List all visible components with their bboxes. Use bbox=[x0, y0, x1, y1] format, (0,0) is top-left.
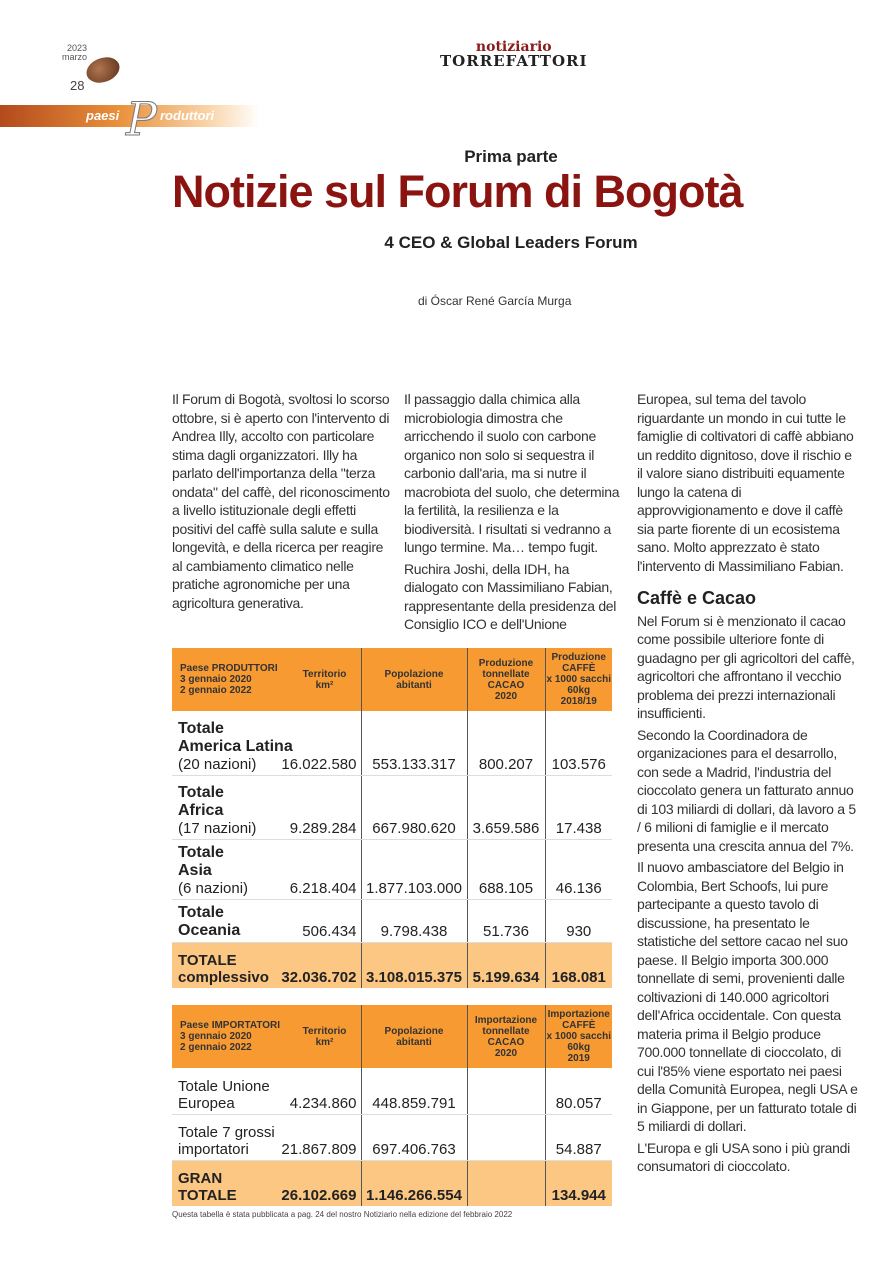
column-header-country: Paese PRODUTTORI 3 gennaio 2020 2 gennaio 2022 bbox=[180, 663, 278, 696]
table-cell: 800.207 bbox=[467, 711, 545, 775]
total-cell bbox=[467, 1160, 545, 1206]
header-group bbox=[180, 1020, 360, 1053]
table-cell: 553.133.317 bbox=[361, 711, 467, 775]
territory-value: 9.289.284 bbox=[289, 819, 357, 837]
column-2 bbox=[404, 390, 626, 637]
row-label-cell bbox=[172, 711, 361, 775]
territory-value: 4.234.860 bbox=[289, 1094, 357, 1112]
producers-table bbox=[172, 648, 612, 988]
byline: di Óscar René García Murga bbox=[418, 294, 572, 308]
column-header: Popolazione abitanti bbox=[361, 1005, 467, 1068]
table-row bbox=[172, 1068, 612, 1114]
nation-count: (6 nazioni) bbox=[178, 879, 249, 897]
nation-count: (20 nazioni) bbox=[178, 755, 257, 773]
total-cell: 1.146.266.554 bbox=[361, 1160, 467, 1206]
year: 2023 bbox=[66, 43, 88, 53]
paragraph: Europea, sul tema del tavolo riguardante un mondo in cui tutte le famiglie di coltivatori di caffè abbiano un reddito dignitoso, dove il rischio e il valore siano distribuiti equamente lungo la catena di approvvigionamento e dove il caffè sia parte fiorente di un ecosistema sano. Molto apprezzato è stato l'intervento di Massimiliano Fabian. bbox=[637, 391, 854, 574]
table-cell: 103.576 bbox=[545, 711, 612, 775]
total-cell: 5.199.634 bbox=[467, 942, 545, 988]
table-cell: 3.659.586 bbox=[467, 775, 545, 839]
table-row bbox=[172, 775, 612, 839]
logo-bottom: TORREFATTORI bbox=[440, 52, 588, 70]
territory-value: 21.867.809 bbox=[281, 1140, 357, 1158]
column-3 bbox=[637, 390, 859, 1179]
page-title: Notizie sul Forum di Bogotà bbox=[172, 166, 743, 217]
header-group bbox=[180, 663, 360, 696]
region-name: Totale Oceania bbox=[178, 903, 241, 939]
table-cell: 697.406.763 bbox=[361, 1114, 467, 1160]
table-cell bbox=[467, 1114, 545, 1160]
kicker: Prima parte bbox=[464, 147, 558, 166]
column-header bbox=[172, 648, 361, 711]
table-cell: 930 bbox=[545, 899, 612, 942]
column-1 bbox=[172, 390, 390, 615]
paragraph: L'Europa e gli USA sono i più grandi consumatori di cioccolato. bbox=[637, 1139, 850, 1174]
table-cell: 46.136 bbox=[545, 839, 612, 899]
section-label-a: paesi bbox=[86, 108, 120, 123]
paragraph: Nel Forum si è menzionato il cacao come possibile ulteriore fonte di guadagno per gli agricoltori del caffè, agricoltori che affrontano il vecchio problema dei prezzi internazionali insufficienti. bbox=[637, 612, 855, 721]
total-label: TOTALE complessivo bbox=[178, 952, 269, 986]
row-label-cell bbox=[172, 899, 361, 942]
row-label: Totale 7 grossi importatori bbox=[178, 1123, 275, 1158]
paragraph: Ruchira Joshi, della IDH, ha dialogato con Massimiliano Fabian, rappresentante della presidenza del Consiglio ICO e dell'Unione bbox=[404, 560, 617, 632]
column-header-territory: Territorio km² bbox=[302, 668, 347, 691]
total-label-cell bbox=[172, 942, 361, 988]
page-number: 28 bbox=[70, 78, 85, 93]
territory-value: 506.434 bbox=[302, 922, 357, 940]
territory-value: 6.218.404 bbox=[289, 879, 357, 897]
paragraph: Il passaggio dalla chimica alla microbiologia dimostra che arricchendo il suolo con carbone organico non solo si sequestra il carbonio dall'aria, ma si nutre il macrobiota del suolo, che determina la fertilità, la resilienza e la biodiversità. I risultati si vedranno a lungo termine. Ma… tempo fugit. bbox=[404, 391, 620, 555]
paragraph: Il Forum di Bogotà, svoltosi lo scorso ottobre, si è aperto con l'intervento di Andrea Illy, accolto con particolare stima dagli organizzatori. Illy ha parlato dell'importanza della "terza ondata" del caffè, del riconoscimento a livello istituzionale degli effetti positivi del caffè sulla salute e sulla longevità, e della ricerca per reagire al cambiamento climatico nelle pratiche agronomiche per una agricoltura generativa. bbox=[172, 391, 390, 611]
table-cell: 688.105 bbox=[467, 839, 545, 899]
column-header-country: Paese IMPORTATORI 3 gennaio 2020 2 gennaio 2022 bbox=[180, 1020, 281, 1053]
table-row bbox=[172, 839, 612, 899]
coffee-bean-icon bbox=[83, 53, 123, 87]
region-name: Totale America Latina bbox=[178, 719, 293, 755]
subtitle: 4 CEO & Global Leaders Forum bbox=[384, 233, 638, 252]
column-header bbox=[172, 1005, 361, 1068]
month: marzo bbox=[62, 52, 88, 62]
paragraph: Il nuovo ambasciatore del Belgio in Colombia, Bert Schoofs, lui pure partecipante a questo tavolo di discussione, ha presentato le statistiche del settore cacao nel suo paese. Il Belgio importa 300.000 tonnellate di semi, provenienti dalle coltivazioni di 140.000 agricoltori dell'Africa occidentale. Con questa materia prima il Belgio produce 700.000 tonnellate di cioccolato, di cui l'85% viene esportato nei paesi della Comunità Europea, negli USA e in Giappone, per un fatturato totale di 5 miliardi di dollari. bbox=[637, 859, 858, 1134]
importers-table bbox=[172, 1005, 612, 1206]
table-row bbox=[172, 899, 612, 942]
table-cell: 17.438 bbox=[545, 775, 612, 839]
row-label-cell bbox=[172, 1114, 361, 1160]
issue-date bbox=[62, 44, 87, 62]
total-cell: 134.944 bbox=[545, 1160, 612, 1206]
total-cell: 168.081 bbox=[545, 942, 612, 988]
territory-value: 16.022.580 bbox=[281, 755, 357, 773]
column-header-territory: Territorio km² bbox=[302, 1025, 347, 1048]
nation-count: (17 nazioni) bbox=[178, 819, 257, 837]
table-cell: 54.887 bbox=[545, 1114, 612, 1160]
table-cell: 9.798.438 bbox=[361, 899, 467, 942]
table-cell: 80.057 bbox=[545, 1068, 612, 1114]
table-cell: 1.877.103.000 bbox=[361, 839, 467, 899]
table-cell: 667.980.620 bbox=[361, 775, 467, 839]
table-row bbox=[172, 711, 612, 775]
section-heading: Caffè e Cacao bbox=[637, 588, 757, 608]
table-cell bbox=[467, 1068, 545, 1114]
magazine-logo bbox=[440, 40, 588, 68]
column-header: Importazione tonnellate CACAO 2020 bbox=[467, 1005, 545, 1068]
row-label-cell bbox=[172, 839, 361, 899]
table-cell: 51.736 bbox=[467, 899, 545, 942]
table-row bbox=[172, 1114, 612, 1160]
table-cell: 448.859.791 bbox=[361, 1068, 467, 1114]
region-name: Totale Africa bbox=[178, 783, 224, 819]
row-label-cell bbox=[172, 1068, 361, 1114]
column-header: Produzione tonnellate CACAO 2020 bbox=[467, 648, 545, 711]
table-note: Questa tabella è stata pubblicata a pag. 24 del nostro Notiziario nella edizione del febbraio 2022 bbox=[172, 1210, 513, 1219]
total-label-cell bbox=[172, 1160, 361, 1206]
section-label-b: roduttori bbox=[160, 108, 215, 123]
header-row bbox=[172, 648, 612, 711]
total-label: GRAN TOTALE bbox=[178, 1170, 237, 1204]
logo-top: notiziario bbox=[475, 39, 552, 55]
total-cell: 3.108.015.375 bbox=[361, 942, 467, 988]
total-row bbox=[172, 1160, 612, 1206]
row-label-cell bbox=[172, 775, 361, 839]
column-header: Importazione CAFFÈ x 1000 sacchi 60kg 2019 bbox=[545, 1005, 612, 1068]
region-name: Totale Asia bbox=[178, 843, 224, 879]
total-row bbox=[172, 942, 612, 988]
column-header: Popolazione abitanti bbox=[361, 648, 467, 711]
total-territory: 32.036.702 bbox=[281, 969, 357, 986]
paragraph: Secondo la Coordinadora de organizaciones para el desarrollo, con sede a Madrid, l'industria del cioccolato genera un fatturato annuo di 103 miliardi di dollari, dà lavoro a 5 / 6 milioni di famiglie e il mercato presenta una crescita annua del 7%. bbox=[637, 726, 856, 854]
section-logo-letter: P bbox=[126, 92, 157, 146]
header-row bbox=[172, 1005, 612, 1068]
column-header: Produzione CAFFÈ x 1000 sacchi 60kg 2018/19 bbox=[545, 648, 612, 711]
total-territory: 26.102.669 bbox=[281, 1187, 357, 1204]
row-label: Totale Unione Europea bbox=[178, 1077, 270, 1112]
